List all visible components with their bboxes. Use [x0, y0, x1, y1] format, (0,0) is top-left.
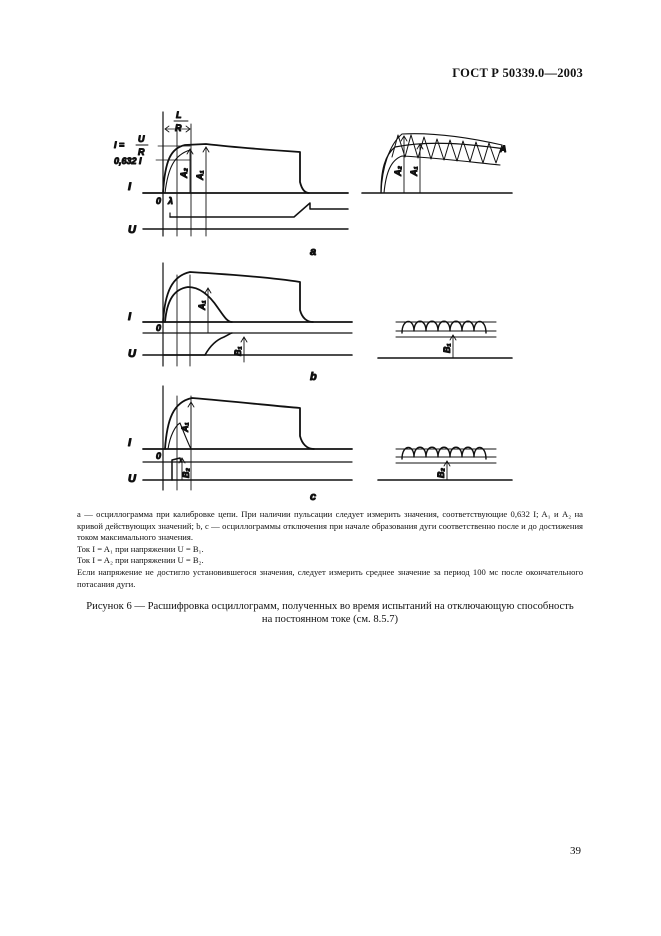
u-over-label: U — [138, 134, 145, 144]
i-equals-label: I = — [114, 140, 125, 150]
caption-line-2: на постоянном токе (см. 8.5.7) — [261, 614, 399, 625]
caption-line-1: Рисунок 6 — Расшифровка осциллограмм, полученных во время испытаний на отключающую способность — [86, 601, 574, 612]
a-label-a-right: A — [500, 144, 507, 154]
a2-label-a-right: A₂ — [393, 166, 403, 176]
axis-i-label-b: I — [128, 311, 132, 323]
panel-b-label: b — [310, 371, 317, 383]
lambda-label: λ — [168, 196, 174, 206]
a1-label-b: A₁ — [197, 300, 207, 310]
zero-label-c: 0 — [156, 451, 162, 461]
panel-a-pulsation-detail — [362, 134, 512, 193]
panel-b-oscillogram — [143, 263, 352, 366]
b1-label-b-right: B₁ — [442, 343, 452, 353]
axis-i-label-c: I — [128, 437, 132, 449]
note-line-2: Ток I = A₁ при напряжении U = B₁. — [77, 543, 204, 554]
note-line-3: Ток I = A₂ при напряжении U = B₂. — [77, 555, 204, 566]
a1-label-a-right: A₁ — [409, 166, 419, 176]
zero-label-b: 0 — [156, 323, 162, 333]
figure-caption — [80, 600, 580, 626]
axis-u-label-a: U — [128, 224, 136, 236]
a1-label-c: A₁ — [180, 422, 190, 432]
figure-notes — [77, 509, 583, 590]
page-number: 39 — [570, 845, 581, 857]
axis-i-label-a: I — [128, 181, 132, 193]
note-line-1: a — осциллограмма при калибровке цепи. При наличии пульсации следует измерить значения, соответствующие 0,632 I; A₁ и A₂ на кривой действующих значений; b, c — осциллограммы отключения при начале образования дуги соответственно после и до достижения током максимального значения. — [77, 509, 583, 543]
panel-c-oscillogram — [143, 386, 352, 490]
r-label: R — [175, 123, 182, 133]
note-line-4: Если напряжение не достигло установившегося значения, следует измерить среднее значение за период 100 мс после окончательного потасания дуги. — [77, 566, 583, 589]
panel-a-label: a — [310, 246, 317, 258]
zero-label-a: 0 — [156, 196, 162, 206]
document-header: ГОСТ Р 50339.0—2003 — [452, 66, 583, 80]
b2-label-c: B₂ — [181, 468, 191, 478]
panel-a-oscillogram — [143, 112, 348, 236]
panel-c-label: c — [310, 491, 317, 503]
r-under-label: R — [138, 147, 145, 157]
axis-u-label-b: U — [128, 348, 136, 360]
b1-label-b: B₁ — [233, 346, 243, 356]
axis-u-label-c: U — [128, 473, 136, 485]
ratio-label: 0,632 I — [114, 156, 142, 166]
a1-label-a: A₁ — [195, 170, 205, 180]
b2-label-c-right: B₂ — [436, 468, 446, 478]
a2-label-a: A₂ — [179, 168, 189, 178]
l-label: L — [176, 110, 182, 120]
